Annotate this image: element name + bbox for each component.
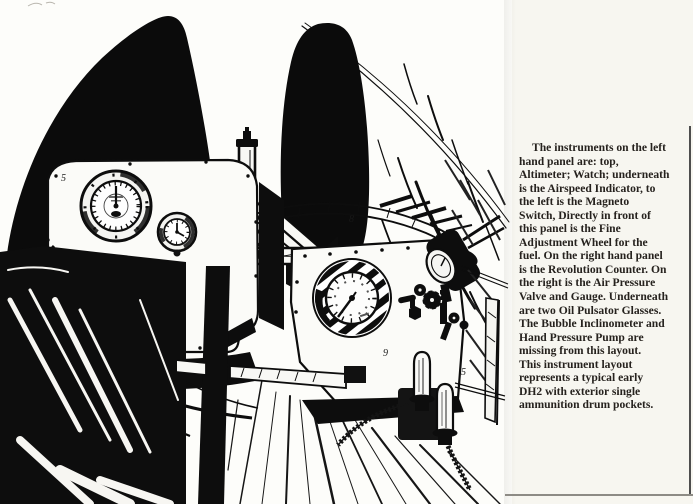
caption-line: Valve and Gauge. Underneath	[519, 290, 669, 304]
caption-line: The instruments on the left	[532, 141, 666, 154]
altimeter-dial	[81, 171, 151, 241]
caption-line: fuel. On the right hand panel	[519, 249, 663, 263]
caption-box	[519, 141, 691, 412]
caption-line: hand panel are: top,	[519, 154, 619, 168]
caption-line: The Bubble Inclinometer and	[519, 317, 665, 331]
caption-line: are two Oil Pulsator Glasses.	[519, 303, 662, 317]
caption-line: DH2 with exterior single	[519, 384, 641, 398]
caption-line: missing from this layout.	[519, 344, 642, 358]
caption-line: this panel is the Fine	[519, 222, 621, 236]
caption-line: Hand Pressure Pump are	[519, 330, 644, 344]
caption-line: This instrument layout	[519, 357, 633, 371]
caption-line: Altimeter; Watch; underneath	[519, 168, 670, 182]
caption-line: Switch, Directly in front of	[519, 208, 651, 222]
annotation-right-panel: 9	[383, 348, 388, 359]
annotation-left-panel: 5	[61, 173, 66, 184]
scan-seam	[504, 0, 516, 504]
caption-line: is the Revolution Counter. On	[519, 262, 667, 276]
caption-line: ammunition drum pockets.	[519, 398, 654, 412]
page-frame-bottom-line	[505, 494, 693, 496]
caption-line: the right is the Air Pressure	[519, 276, 656, 290]
annotation-rim: 8	[349, 214, 354, 225]
page-frame-vertical-line	[689, 126, 691, 496]
caption-line: Adjustment Wheel for the	[519, 235, 648, 249]
annotation-pulsator: 5	[461, 367, 466, 378]
caption-line: represents a typical early	[519, 371, 644, 385]
caption-line: is the Airspeed Indicator, to	[519, 181, 656, 195]
caption-line: the left is the Magneto	[519, 195, 630, 209]
